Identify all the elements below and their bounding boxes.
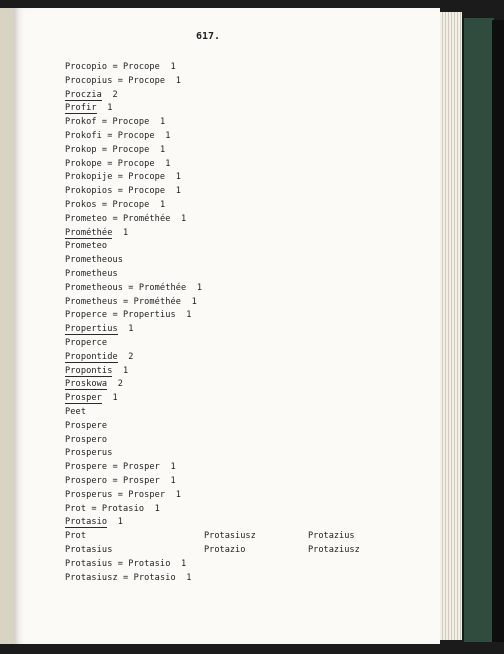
entry-reference: 1: [112, 227, 129, 238]
entry-row: [65, 476, 176, 486]
entry-row: [65, 490, 181, 500]
entry-headword: Prospero: [65, 476, 108, 486]
entry-row: [65, 131, 170, 141]
entry-row: [65, 228, 128, 238]
entry-reference: = Procope 1: [96, 200, 166, 210]
entry-row: [65, 517, 123, 527]
entry-row: [65, 283, 202, 293]
entry-headword: Prokopios: [65, 186, 113, 197]
entry-headword: Prométhée: [65, 227, 113, 238]
entry-headword: Prokofi: [65, 131, 102, 141]
entry-headword: Protasius: [65, 558, 113, 569]
entry-headword: Proskowa: [65, 379, 108, 390]
entry-row: [65, 435, 107, 445]
entry-reference: = Protasio 1: [112, 558, 187, 569]
book-left-edge: [0, 8, 15, 644]
entry-row: [65, 159, 170, 169]
entry-headword: Protasiusz: [65, 572, 118, 583]
entry-reference: = Prosper 1: [107, 476, 176, 486]
entry-headword: Prokop: [65, 144, 97, 155]
entry-reference: 1: [101, 393, 118, 404]
entry-headword: Prosperus: [65, 489, 113, 500]
entry-reference: = Procope 1: [101, 158, 171, 169]
entry-row: [65, 145, 165, 155]
entry-reference: = Prométhée 1: [123, 282, 203, 293]
entry-headword: Prometheous: [65, 282, 124, 293]
entry-row: [65, 407, 86, 417]
entry-headword: Prometheous: [65, 255, 124, 266]
entry-reference: = Prométhée 1: [107, 213, 187, 224]
entry-headword: Prometeo: [65, 241, 108, 252]
page-stack-edge: [440, 12, 462, 640]
side-column-3-text: Protazius: [308, 531, 355, 542]
entry-row: [65, 297, 197, 307]
entry-headword: Properce: [65, 310, 108, 321]
entry-reference: = Protasio 1: [86, 503, 160, 514]
entry-headword: Properce: [65, 338, 108, 348]
entry-headword: Profir: [65, 103, 97, 114]
side-column-2-text: Protasiusz: [204, 531, 256, 542]
entry-row: [65, 90, 118, 100]
entry-headword: Prot: [65, 531, 87, 542]
page-number: 617.: [196, 31, 221, 42]
entry-row: [65, 545, 112, 555]
entry-headword: Prometeo: [65, 213, 108, 224]
entry-reference: = Procope 1: [101, 131, 171, 141]
entry-row: [65, 379, 123, 389]
entry-headword: Prospero: [65, 434, 108, 445]
entry-headword: Propertius: [65, 324, 118, 335]
entry-reference: = Propertius 1: [107, 310, 192, 321]
entry-reference: = Prosper 1: [112, 489, 182, 500]
entry-row: [65, 366, 128, 376]
entry-reference: = Procope 1: [112, 186, 182, 197]
entry-reference: 1: [107, 517, 124, 528]
entry-reference: 2: [117, 351, 134, 362]
entry-reference: = Procope 1: [107, 62, 176, 72]
entry-reference: = Protasio 1: [117, 572, 192, 583]
entry-row: [65, 338, 107, 348]
entry-reference: 1: [117, 324, 134, 335]
entry-row: [65, 62, 176, 72]
entry-reference: 1: [112, 365, 129, 376]
entry-row: [65, 531, 86, 541]
entry-headword: Prokope: [65, 158, 102, 169]
entry-row: [65, 269, 118, 279]
entry-headword: Propontis: [65, 365, 113, 376]
entry-headword: Peet: [65, 407, 87, 417]
entry-row: [65, 421, 107, 431]
book-cover-shadow: [492, 20, 504, 642]
entry-row: [65, 103, 112, 113]
entry-row: [65, 573, 192, 583]
entry-reference: = Procope 1: [96, 144, 166, 155]
entry-headword: Procopio: [65, 62, 108, 72]
entry-headword: Prospere: [65, 420, 108, 431]
entry-headword: Propontide: [65, 351, 118, 362]
entry-row: [65, 310, 192, 320]
entry-row: [65, 324, 134, 334]
entry-reference: = Procope 1: [112, 75, 182, 86]
entry-row: [65, 504, 160, 514]
entry-row: [65, 241, 107, 251]
entry-row: [65, 352, 134, 362]
entry-row: [65, 200, 165, 210]
entry-headword: Prometheus: [65, 269, 118, 279]
entry-headword: Prokof: [65, 117, 97, 128]
entry-headword: Procopius: [65, 75, 113, 86]
entry-headword: Prosperus: [65, 448, 113, 459]
entry-row: [65, 76, 181, 86]
entry-headword: Prometheus: [65, 296, 118, 307]
entry-row: [65, 214, 186, 224]
entry-headword: Prospere: [65, 462, 108, 473]
entry-row: [65, 559, 186, 569]
entry-row: [65, 255, 123, 265]
book-cover: [462, 18, 494, 642]
entry-reference: = Procope 1: [112, 172, 182, 183]
entry-reference: = Prosper 1: [107, 462, 176, 473]
side-column-3-text: Protaziusz: [308, 545, 360, 555]
entry-row: [65, 393, 118, 403]
entry-row: [65, 117, 165, 127]
entry-reference: 2: [107, 379, 124, 390]
entry-headword: Prosper: [65, 393, 102, 404]
entry-row: [65, 186, 181, 196]
entry-row: [65, 448, 112, 458]
entry-reference: 1: [96, 103, 113, 114]
entry-row: [65, 462, 176, 472]
entry-headword: Protasio: [65, 517, 108, 528]
entry-reference: = Prométhée 1: [117, 296, 197, 307]
entry-row: [65, 172, 181, 182]
entry-reference: = Procope 1: [96, 117, 166, 128]
entry-headword: Prot: [65, 503, 87, 514]
entry-headword: Protasius: [65, 545, 113, 555]
entry-headword: Prokopije: [65, 172, 113, 183]
side-column-2-text: Protazio: [204, 545, 246, 555]
entry-headword: Prokos: [65, 200, 97, 210]
entry-headword: Proczia: [65, 89, 102, 100]
entry-reference: 2: [101, 89, 118, 100]
